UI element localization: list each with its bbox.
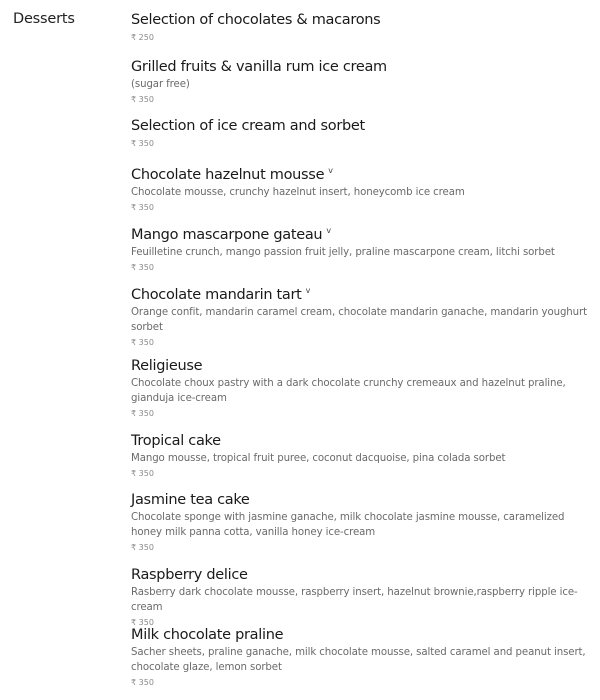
menu-item-price: ₹ 350 [131, 409, 154, 418]
veg-mark-icon: v [305, 286, 310, 295]
menu-item-price: ₹ 350 [131, 469, 154, 478]
menu-item-title: Mango mascarpone gateau $^v$ [131, 226, 331, 243]
menu-item [131, 57, 591, 107]
menu-item-description: Feuilletine crunch, mango passion fruit jelly, praline mascarpone cream, litchi sorbet [131, 247, 555, 258]
veg-mark-icon: v [328, 166, 333, 175]
menu-item-title: Religieuse [131, 358, 203, 374]
menu-item-title: Tropical cake [131, 433, 221, 449]
menu-item [131, 221, 591, 275]
menu-item-price: ₹ 350 [131, 678, 154, 687]
menu-item [131, 116, 591, 151]
menu-item-price: ₹ 350 [131, 338, 154, 347]
menu-item-description: Orange confit, mandarin caramel cream, chocolate mandarin ganache, mandarin youghurt sorbet [131, 307, 588, 333]
menu-item-price: ₹ 250 [131, 33, 154, 42]
menu-item-description: Rasberry dark chocolate mousse, raspberry insert, hazelnut brownie,raspberry ripple ice-cream [131, 587, 578, 613]
menu-item-title: Chocolate mandarin tart $^v$ [131, 286, 310, 303]
menu-item [131, 356, 591, 421]
menu-item-title: Raspberry delice [131, 567, 248, 583]
menu-item [131, 490, 591, 555]
menu-item-price: ₹ 350 [131, 203, 154, 212]
menu-item [131, 281, 591, 350]
veg-mark-icon: v [326, 226, 331, 235]
menu-item-price: ₹ 350 [131, 543, 154, 552]
menu-item-price: ₹ 350 [131, 95, 154, 104]
menu-item-description: Chocolate mousse, crunchy hazelnut insert, honeycomb ice cream [131, 187, 465, 198]
menu-item-price: ₹ 350 [131, 618, 154, 627]
menu-item [131, 161, 591, 215]
menu-item-title: Grilled fruits & vanilla rum ice cream [131, 59, 387, 75]
menu-item-title: Chocolate hazelnut mousse $^v$ [131, 166, 333, 183]
menu-item-description: Sacher sheets, praline ganache, milk chocolate mousse, salted caramel and peanut insert, chocolate glaze, lemon sorbet [131, 647, 586, 673]
menu-item [131, 10, 591, 45]
menu-item-description: Chocolate sponge with jasmine ganache, milk chocolate jasmine mousse, caramelized honey milk panna cotta, vanilla honey ice-cream [131, 512, 565, 538]
menu-item-title: Jasmine tea cake [131, 492, 250, 508]
menu-item [131, 625, 591, 690]
menu-item [131, 565, 591, 630]
section-label-desserts: Desserts [13, 11, 75, 27]
menu-item-description: (sugar free) [131, 79, 190, 90]
menu-item-title: Selection of ice cream and sorbet [131, 118, 365, 134]
menu-item-title: Selection of chocolates & macarons [131, 12, 381, 28]
menu-item-description: Chocolate choux pastry with a dark chocolate crunchy cremeaux and hazelnut praline, gianduja ice-cream [131, 378, 566, 404]
menu-item-title: Milk chocolate praline [131, 627, 284, 643]
menu-item-price: ₹ 350 [131, 263, 154, 272]
menu-item-price: ₹ 350 [131, 139, 154, 148]
menu-item-description: Mango mousse, tropical fruit puree, coconut dacquoise, pina colada sorbet [131, 453, 506, 464]
menu-item [131, 431, 591, 481]
